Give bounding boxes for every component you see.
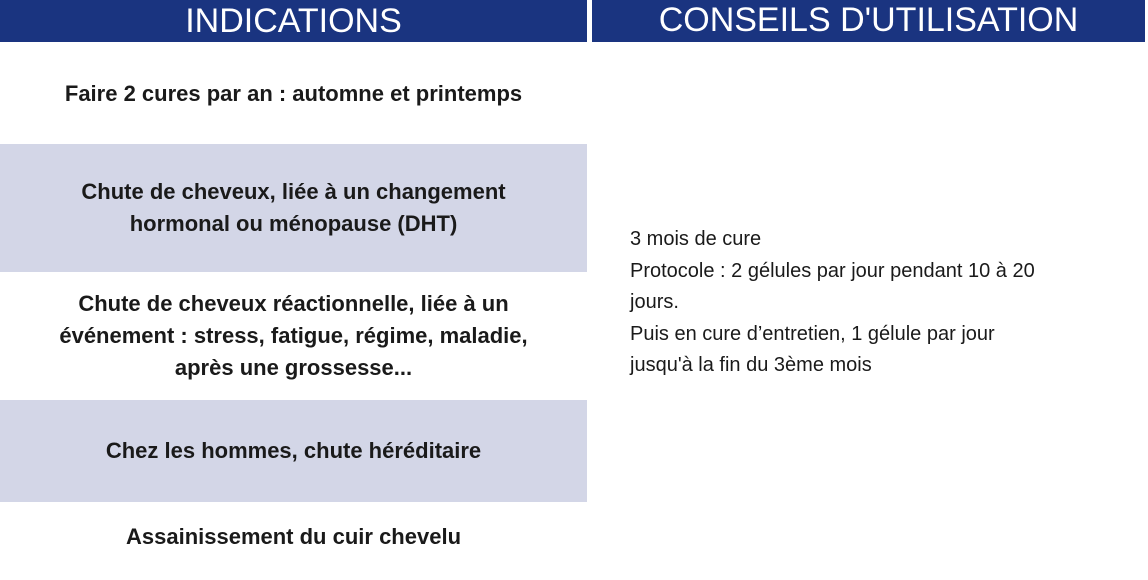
indication-text: Chute de cheveux, liée à un changement [81,179,506,204]
indications-row-1 [0,64,587,124]
indications-row-3 [0,288,587,384]
indication-text: Chez les hommes, chute héréditaire [105,438,482,463]
conseils-line: Protocole : 2 gélules par jour pendant 10 à 20 [630,259,1035,282]
indications-header: INDICATIONS [0,0,587,42]
conseils-text [630,224,1120,382]
indication-text: hormonal ou ménopause (DHT) [129,211,458,236]
indications-row-4 [0,400,587,502]
conseils-line: 3 mois de cure [630,228,762,250]
indication-text: après une grossesse... [174,355,413,380]
indications-row-5 [0,510,587,564]
conseils-line: jours. [630,291,679,313]
indication-text: événement : stress, fatigue, régime, maladie, [59,323,528,348]
conseils-line: Puis en cure d’entretien, 1 gélule par jour [630,322,995,345]
conseils-line: jusqu'à la fin du 3ème mois [630,354,872,376]
indication-text: Chute de cheveux réactionnelle, liée à un [78,291,509,316]
indication-text: Faire 2 cures par an : automne et printemps [64,81,523,106]
conseils-header: CONSEILS D'UTILISATION [592,0,1145,42]
indication-text: Assainissement du cuir chevelu [125,524,462,549]
indications-row-2 [0,144,587,272]
